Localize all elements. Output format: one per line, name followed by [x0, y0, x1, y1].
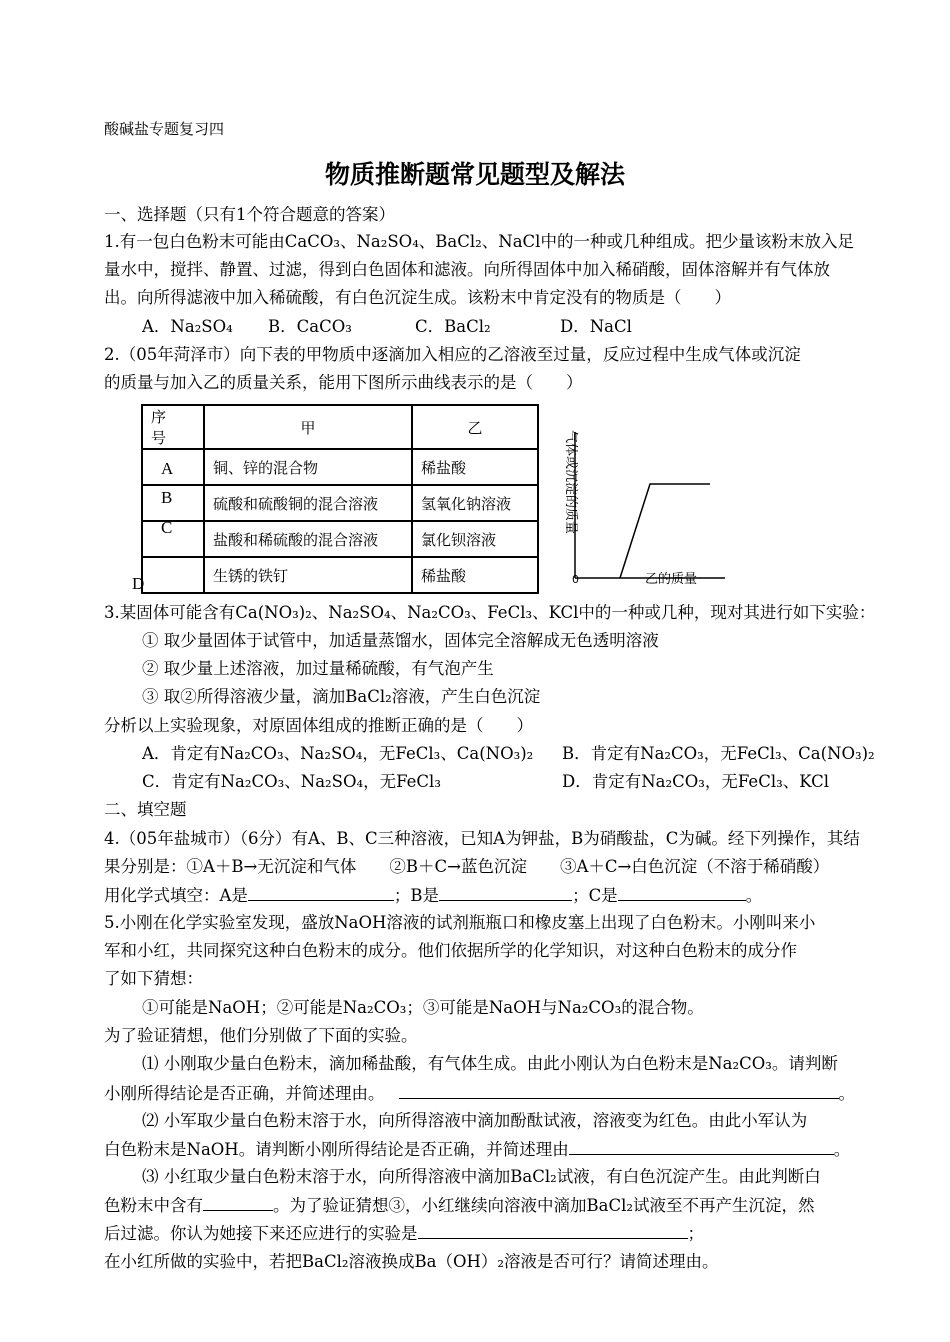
q5-line-5: 为了验证猜想，他们分别做了下面的实验。 [104, 1026, 418, 1045]
q5-part1-text: 小刚所得结论是否正确，并简述理由。 [104, 1084, 385, 1103]
q4-line-1: 4.（05年盐城市）（6分）有A、B、C三种溶液，已知A为钾盐，B为硝酸盐，C为碱。经下列操作，其结 [104, 829, 860, 848]
q2-line-2: 的质量与加入乙的质量关系，能用下图所示曲线表示的是（ ） [104, 373, 583, 392]
table-cell-index [142, 557, 204, 593]
q2-graph [545, 420, 735, 590]
table-header-index: 序 号 [142, 405, 204, 449]
q5-part3-line-1: ⑶ 小红取少量白色粉末溶于水，向所得溶液中滴加BaCl₂试液，有白色沉淀产生。由此判断白 [142, 1167, 821, 1186]
q5-part2-line-1: ⑵ 小军取少量白色粉末溶于水，向所得溶液中滴加酚酞试液，溶液变为红色。由此小军认为 [142, 1111, 808, 1130]
q5-part2-text: 白色粉末是NaOH。请判断小刚所得结论是否正确，并简述理由 [104, 1140, 569, 1159]
table-cell-index [142, 521, 204, 557]
origin-label: 0 [572, 573, 579, 586]
q3-step-1: ① 取少量固体于试管中，加适量蒸馏水，固体完全溶解成无色透明溶液 [142, 631, 659, 650]
y-axis-label: 气体或沉淀的质量 [563, 430, 578, 535]
q5-part2-line-2 [104, 1138, 850, 1161]
q5-part3-line-4: 在小红所做的实验中，若把BaCl₂溶液换成Ba（OH）₂溶液是否可行？请简述理由。 [104, 1252, 719, 1271]
answer-blank-c[interactable] [618, 884, 746, 901]
row-label-c: C [161, 518, 173, 537]
table-cell: 稀盐酸 [412, 449, 538, 485]
table-header-yi: 乙 [412, 405, 538, 449]
table-cell: 稀盐酸 [412, 557, 538, 593]
table-cell: 铜、锌的混合物 [204, 449, 412, 485]
answer-blank-p3b[interactable] [418, 1222, 688, 1239]
row-label-b: B [161, 488, 173, 507]
x-axis-label: 乙的质量 [645, 572, 698, 587]
q5-line-2: 军和小红，共同探究这种白色粉末的成分。他们依据所学的化学知识，对这种白色粉末的成分作 [104, 941, 797, 960]
q1-line-2: 量水中，搅拌、静置、过滤，得到白色固体和滤液。向所得固体中加入稀硝酸，固体溶解并有气体放 [104, 260, 830, 279]
q3-option-c: C．肯定有Na₂CO₃、Na₂SO₄，无FeCl₃ [142, 772, 441, 791]
q5-part1-end: 。 [838, 1084, 855, 1103]
q5-part3-text-b: 。为了验证猜想③，小红继续向溶液中滴加BaCl₂试液至不再产生沉淀，然 [273, 1196, 815, 1215]
table-cell: 生锈的铁钉 [204, 557, 412, 593]
q3-option-d: D．肯定有Na₂CO₃，无FeCl₃、KCl [562, 772, 829, 791]
q3-option-a: A．肯定有Na₂CO₃、Na₂SO₄，无FeCl₃、Ca(NO₃)₂ [142, 744, 534, 763]
table-cell: 氯化钡溶液 [412, 521, 538, 557]
row-label-d: D [132, 574, 145, 593]
answer-blank-b[interactable] [439, 884, 572, 901]
q5-line-3: 了如下猜想： [104, 969, 203, 988]
q5-part3-line-3 [104, 1222, 704, 1245]
q4-fill-c-label: ；C是 [572, 886, 618, 905]
q5-part3-text-c: 后过滤。你认为她接下来还应进行的实验是 [104, 1224, 418, 1243]
answer-blank-p2[interactable] [569, 1138, 834, 1155]
q5-part1-line-2 [104, 1082, 855, 1105]
table-cell: 氢氧化钠溶液 [412, 485, 538, 521]
q3-step-2: ② 取少量上述溶液，加过量稀硫酸，有气泡产生 [142, 659, 494, 678]
q4-line-3 [104, 884, 762, 907]
answer-blank-a[interactable] [248, 884, 394, 901]
q1-line-3: 出。向所得滤液中加入稀硫酸，有白色沉淀生成。该粉末中肯定没有的物质是（ ） [104, 288, 731, 307]
q2-line-1: 2.（05年菏泽市）向下表的甲物质中逐滴加入相应的乙溶液至过量，反应过程中生成气体或沉淀 [104, 345, 801, 364]
table-cell: 盐酸和稀硫酸的混合溶液 [204, 521, 412, 557]
q5-part3-text-a: 色粉末中含有 [104, 1196, 203, 1215]
q4-fill-end: 。 [745, 886, 763, 905]
curve [620, 484, 710, 578]
q2-table [141, 404, 539, 594]
q3-step-3: ③ 取②所得溶液少量，滴加BaCl₂溶液，产生白色沉淀 [142, 687, 541, 706]
q1-option-c: C．BaCl₂ [415, 317, 491, 336]
q1-line-1: 1.有一包白色粉末可能由CaCO₃、Na₂SO₄、BaCl₂、NaCl中的一种或几种组成。把少量该粉末放入足 [104, 232, 854, 251]
table-cell: 硫酸和硫酸铜的混合溶液 [204, 485, 412, 521]
row-label-a: A [161, 459, 174, 478]
q3-option-b: B．肯定有Na₂CO₃，无FeCl₃、Ca(NO₃)₂ [562, 744, 875, 763]
q4-line-2: 果分别是：①A＋B→无沉淀和气体 ②B＋C→蓝色沉淀 ③A＋C→白色沉淀（不溶于稀硝酸） [104, 857, 830, 876]
answer-blank-p1[interactable] [399, 1082, 839, 1099]
q5-part3-line-2 [104, 1194, 814, 1217]
q5-line-1: 5.小刚在化学实验室发现，盛放NaOH溶液的试剂瓶瓶口和橡皮塞上出现了白色粉末。小刚叫来小 [104, 913, 816, 932]
q1-option-d: D．NaCl [560, 317, 632, 336]
section-1-heading: 一、选择题（只有1个符合题意的答案） [104, 205, 395, 224]
table-header-jia: 甲 [204, 405, 412, 449]
q5-part1-line-1: ⑴ 小刚取少量白色粉末，滴加稀盐酸，有气体生成。由此小刚认为白色粉末是Na₂CO₃。请判断 [142, 1054, 838, 1073]
q5-part2-end: 。 [833, 1140, 851, 1159]
q4-fill-a-label: 用化学式填空：A是 [104, 886, 248, 905]
page-title: 物质推断题常见题型及解法 [324, 160, 625, 189]
answer-blank-p3a[interactable] [203, 1194, 273, 1211]
q1-option-a: A．Na₂SO₄ [142, 317, 233, 336]
q5-part3-end: ； [687, 1224, 704, 1243]
q5-hypotheses: ①可能是NaOH；②可能是Na₂CO₃；③可能是NaOH与Na₂CO₃的混合物。 [142, 998, 704, 1017]
header: 酸碱盐专题复习四 [104, 120, 225, 138]
table-cell-index [142, 485, 204, 521]
q3-line-2: 分析以上实验现象，对原固体组成的推断正确的是（ ） [104, 716, 533, 735]
q3-line-1: 3.某固体可能含有Ca(NO₃)₂、Na₂SO₄、Na₂CO₃、FeCl₃、KCl中的一种或几种，现对其进行如下实验： [104, 603, 876, 622]
section-2-heading: 二、填空题 [104, 800, 187, 819]
q4-fill-b-label: ；B是 [393, 886, 440, 905]
q1-option-b: B．CaCO₃ [268, 317, 352, 336]
